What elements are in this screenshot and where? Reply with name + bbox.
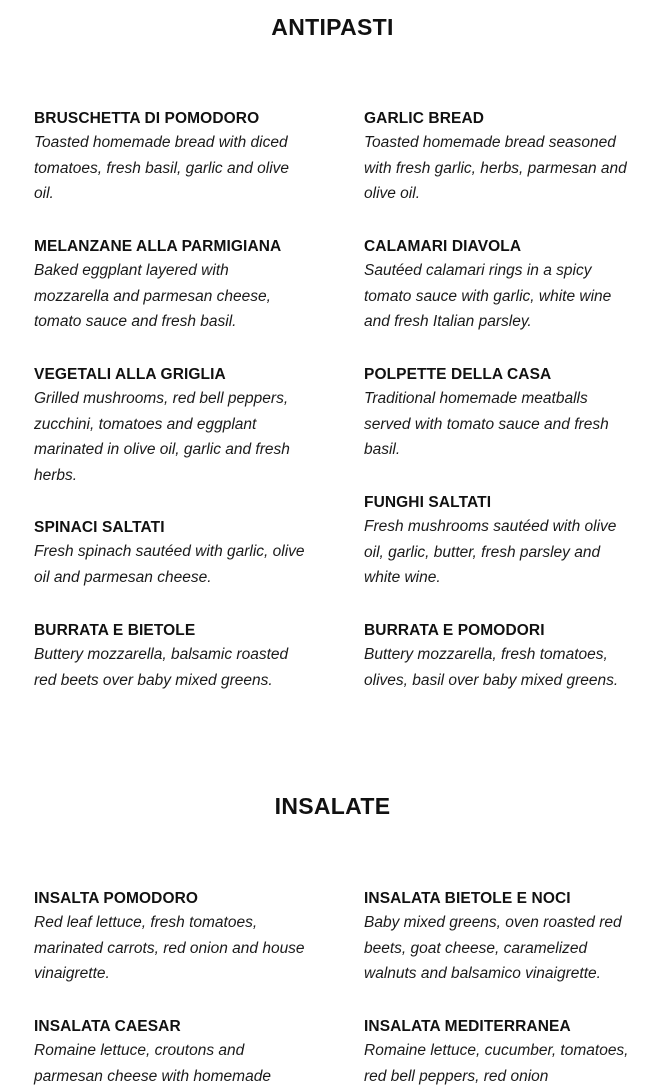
menu-item-name: POLPETTE DELLA CASA	[364, 366, 552, 383]
menu-item-spinaci	[34, 517, 306, 590]
menu-item-name: MELANZANE ALLA PARMIGIANA	[34, 238, 282, 255]
menu-item-name: BURRATA E POMODORI	[364, 622, 545, 639]
menu-item-description: Buttery mozzarella, balsamic roasted red beets over baby mixed greens.	[34, 646, 289, 689]
menu-item-calamari	[364, 236, 636, 335]
menu-item-name: BRUSCHETTA DI POMODORO	[34, 110, 260, 127]
menu-item-name: BURRATA E BIETOLE	[34, 622, 196, 639]
menu-item-insalata-bietole	[364, 888, 636, 987]
menu-item-description: Traditional homemade meatballs served with tomato sauce and fresh basil.	[364, 390, 609, 459]
menu-item-description: Buttery mozzarella, fresh tomatoes, olives, basil over baby mixed greens.	[364, 646, 619, 689]
menu-item-name: INSALATA CAESAR	[34, 1018, 181, 1035]
menu-item-name: VEGETALI ALLA GRIGLIA	[34, 366, 226, 383]
menu-item-description: Romaine lettuce, cucumber, tomatoes, red bell peppers, red onion	[364, 1042, 629, 1085]
menu-item-polpette	[364, 364, 636, 463]
menu-item-description: Fresh mushrooms sautéed with olive oil, garlic, butter, fresh parsley and white wine.	[364, 518, 617, 587]
menu-item-description: Sautéed calamari rings in a spicy tomato sauce with garlic, white wine and fresh Italian parsley.	[364, 262, 612, 331]
menu-item-description: Grilled mushrooms, red bell peppers, zucchini, tomatoes and eggplant marinated in olive oil, garlic and fresh herbs.	[34, 390, 290, 485]
menu-item-bruschetta	[34, 108, 306, 207]
menu-item-vegetali	[34, 364, 306, 489]
menu-item-name: INSALTA POMODORO	[34, 890, 199, 907]
menu-item-description: Baked eggplant layered with mozzarella and parmesan cheese, tomato sauce and fresh basil.	[34, 262, 271, 331]
menu-item-funghi	[364, 492, 636, 591]
menu-item-name: FUNGHI SALTATI	[364, 494, 492, 511]
menu-item-description: Romaine lettuce, croutons and parmesan cheese with homemade	[34, 1042, 271, 1085]
menu-item-garlic-bread	[364, 108, 636, 207]
menu-item-burrata-bietole	[34, 620, 306, 693]
menu-item-name: INSALATA MEDITERRANEA	[364, 1018, 571, 1035]
menu-item-name: CALAMARI DIAVOLA	[364, 238, 522, 255]
menu-item-insalata-pomodoro	[34, 888, 306, 987]
menu-item-melanzane	[34, 236, 306, 335]
menu-item-burrata-pomodori	[364, 620, 636, 693]
menu-item-description: Baby mixed greens, oven roasted red beets, goat cheese, caramelized walnuts and balsamico vinaigrette.	[364, 914, 622, 983]
menu-item-insalata-caesar	[34, 1016, 306, 1089]
section-title-antipasti: ANTIPASTI	[271, 14, 394, 40]
menu-item-description: Toasted homemade bread seasoned with fresh garlic, herbs, parmesan and olive oil.	[364, 134, 627, 203]
menu-item-name: INSALATA BIETOLE E NOCI	[364, 890, 571, 907]
section-title-insalate: INSALATE	[274, 793, 391, 819]
menu-item-insalata-mediterranea	[364, 1016, 636, 1089]
menu-item-name: GARLIC BREAD	[364, 110, 485, 127]
menu-item-description: Fresh spinach sautéed with garlic, olive oil and parmesan cheese.	[34, 543, 305, 586]
menu-item-description: Red leaf lettuce, fresh tomatoes, marinated carrots, red onion and house vinaigrette.	[34, 914, 305, 983]
menu-item-name: SPINACI SALTATI	[34, 519, 165, 536]
menu-item-description: Toasted homemade bread with diced tomatoes, fresh basil, garlic and olive oil.	[34, 134, 290, 203]
